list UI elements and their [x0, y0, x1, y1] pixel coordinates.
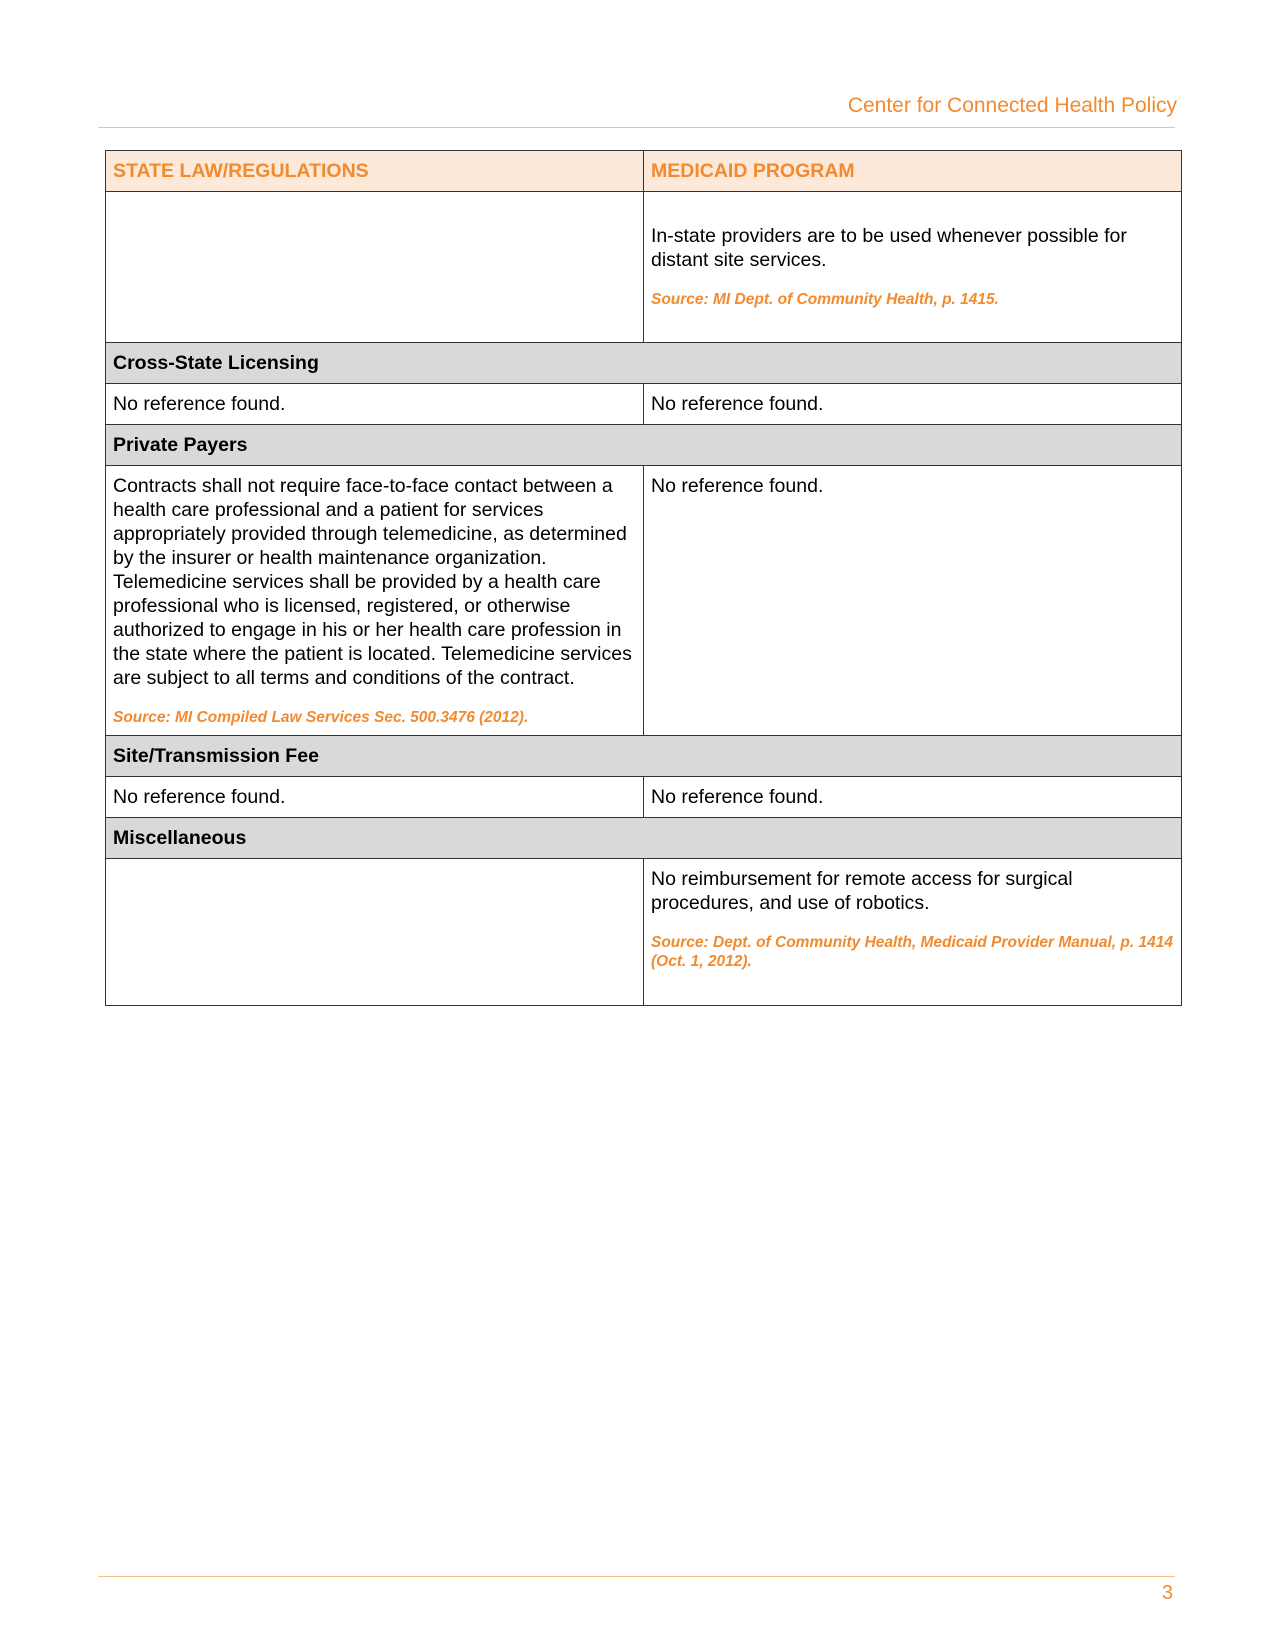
table-row: [106, 384, 1182, 425]
section-title-miscellaneous: Miscellaneous: [106, 818, 1182, 859]
table-row: [106, 859, 1182, 1006]
medicaid-cell: No reference found.: [644, 384, 1182, 425]
state-cell: No reference found.: [106, 777, 644, 818]
section-title-site-transmission-fee: Site/Transmission Fee: [106, 736, 1182, 777]
medicaid-text: No reimbursement for remote access for surgical procedures, and use of robotics.: [651, 868, 1073, 914]
section-header-row: [106, 425, 1182, 466]
table-header-row: [106, 151, 1182, 192]
state-text: Contracts shall not require face-to-face contact between a health care professional and a patient for services appropriately provided through telemedicine, as determined by the insurer or health maintenance organization. Telemedicine services shall be provided by a health care professional who is licensed, registered, or otherwise authorized to engage in his or her health care profession in the state where the patient is located. Telemedicine services are subject to all terms and conditions of the contract.: [113, 475, 632, 689]
page-number: 3: [1161, 1582, 1173, 1604]
section-header-row: [106, 343, 1182, 384]
section-header-row: [106, 818, 1182, 859]
medicaid-cell: No reference found.: [644, 777, 1182, 818]
column-header-state: STATE LAW/REGULATIONS: [106, 151, 644, 192]
policy-table: [105, 150, 1182, 1006]
state-source: Source: MI Compiled Law Services Sec. 500.3476 (2012).: [113, 709, 529, 726]
table-row: [106, 777, 1182, 818]
section-title-private-payers: Private Payers: [106, 425, 1182, 466]
section-header-row: [106, 736, 1182, 777]
table-row: [106, 466, 1182, 736]
medicaid-cell: [644, 192, 1182, 343]
state-cell: [106, 859, 644, 1006]
page-header-title: Center for Connected Health Policy: [847, 94, 1177, 117]
state-cell: [106, 192, 644, 343]
column-header-medicaid: MEDICAID PROGRAM: [644, 151, 1182, 192]
header-divider: [98, 127, 1175, 128]
state-cell: No reference found.: [106, 384, 644, 425]
medicaid-text: In-state providers are to be used whenever possible for distant site services.: [651, 225, 1127, 271]
medicaid-source: Source: MI Dept. of Community Health, p. 1415.: [651, 291, 999, 308]
medicaid-cell: [644, 859, 1182, 1006]
medicaid-cell: No reference found.: [644, 466, 1182, 736]
medicaid-source: Source: Dept. of Community Health, Medicaid Provider Manual, p. 1414 (Oct. 1, 2012).: [651, 934, 1173, 970]
section-title-cross-state-licensing: Cross-State Licensing: [106, 343, 1182, 384]
state-cell: [106, 466, 644, 736]
table-row: [106, 192, 1182, 343]
footer-divider: [98, 1576, 1175, 1577]
